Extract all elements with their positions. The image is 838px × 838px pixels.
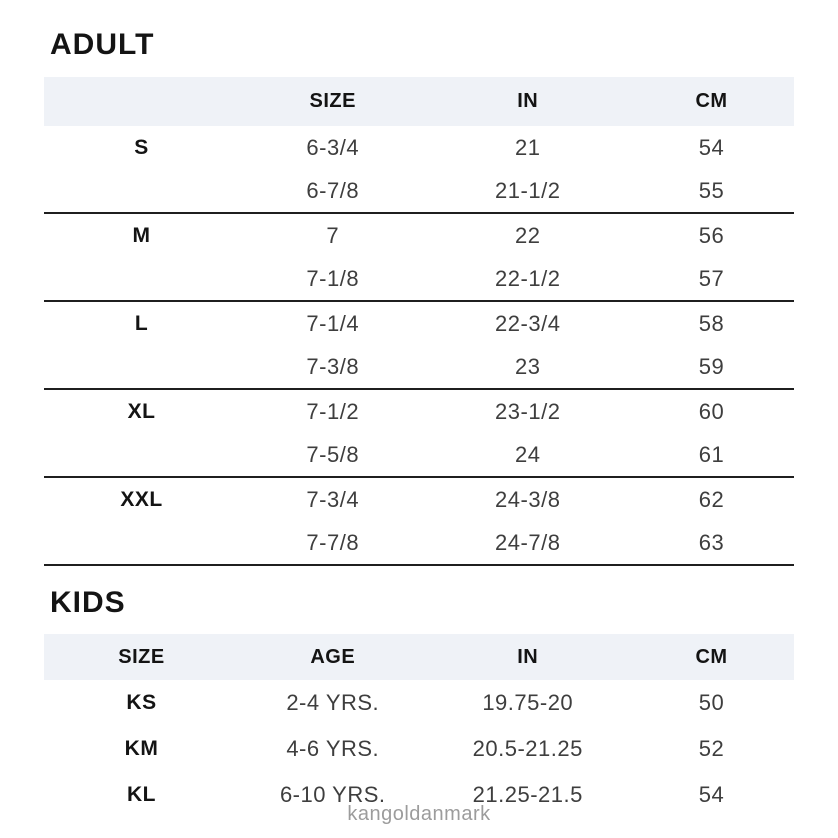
- size-label: KS: [126, 691, 157, 714]
- cm-value: 61: [698, 441, 725, 467]
- in-value: 22: [515, 222, 541, 248]
- table-row: [44, 345, 794, 388]
- age-value: 2-4 YRS.: [286, 690, 380, 715]
- kids-col-header-age: AGE: [310, 645, 356, 668]
- in-value: 21-1/2: [495, 177, 561, 203]
- cm-value: 58: [698, 310, 725, 336]
- table-row: [44, 257, 794, 300]
- in-value: 24-7/8: [495, 529, 561, 555]
- watermark-text: kangoldanmark: [347, 803, 491, 825]
- size-value: 7-1/2: [306, 398, 360, 424]
- adult-col-header-size: SIZE: [309, 90, 356, 112]
- size-value: 7-5/8: [306, 441, 360, 467]
- kids-table-header-row: [44, 634, 794, 680]
- table-row: [44, 726, 794, 772]
- cm-value: 55: [698, 177, 725, 203]
- age-value: 4-6 YRS.: [286, 736, 380, 761]
- kids-section-title: KIDS: [50, 586, 126, 619]
- table-row: [44, 521, 794, 564]
- in-value: 21: [515, 134, 541, 160]
- kids-size-table: [44, 634, 794, 818]
- adult-group-m: [44, 214, 794, 302]
- adult-group-xl: [44, 390, 794, 478]
- in-value: 22-3/4: [495, 310, 561, 336]
- kids-col-header-cm: CM: [695, 645, 728, 668]
- kids-col-header-size: SIZE: [118, 645, 165, 668]
- in-value: 23-1/2: [495, 398, 561, 424]
- size-value: 7-3/8: [306, 353, 360, 379]
- size-label: XL: [127, 399, 156, 423]
- in-value: 22-1/2: [495, 265, 561, 291]
- adult-col-header-in: IN: [517, 90, 539, 112]
- adult-section-title: ADULT: [50, 28, 155, 61]
- adult-table-header-row: [44, 77, 794, 126]
- adult-group-xxl: [44, 478, 794, 566]
- size-label: M: [132, 223, 151, 247]
- size-label: XXL: [120, 487, 163, 511]
- size-value: 7-1/8: [306, 265, 360, 291]
- cm-value: 54: [698, 782, 725, 807]
- size-label: S: [134, 135, 149, 159]
- in-value: 21.25-21.5: [472, 782, 583, 807]
- table-row: [44, 478, 794, 521]
- cm-value: 60: [698, 398, 725, 424]
- size-value: 6-7/8: [306, 177, 360, 203]
- size-label: KL: [127, 783, 156, 806]
- size-label: KM: [124, 737, 159, 760]
- size-value: 7-1/4: [306, 310, 360, 336]
- cm-value: 63: [698, 529, 725, 555]
- cm-value: 62: [698, 486, 725, 512]
- cm-value: 52: [698, 736, 725, 761]
- table-row: [44, 433, 794, 476]
- table-row: [44, 680, 794, 726]
- size-label: L: [134, 311, 149, 335]
- adult-col-header-cm: CM: [695, 90, 728, 112]
- size-value: 7-3/4: [306, 486, 360, 512]
- kids-col-header-in: IN: [517, 645, 539, 668]
- adult-size-table: [44, 77, 794, 566]
- in-value: 20.5-21.25: [472, 736, 583, 761]
- size-value: 7: [326, 222, 340, 248]
- adult-group-s: [44, 126, 794, 214]
- size-value: 6-3/4: [306, 134, 360, 160]
- adult-group-l: [44, 302, 794, 390]
- table-row: [44, 214, 794, 257]
- table-row: [44, 126, 794, 169]
- cm-value: 50: [698, 690, 725, 715]
- in-value: 24-3/8: [495, 486, 561, 512]
- age-value: 6-10 YRS.: [279, 782, 386, 807]
- size-value: 7-7/8: [306, 529, 360, 555]
- in-value: 23: [515, 353, 541, 379]
- table-row: [44, 302, 794, 345]
- in-value: 19.75-20: [482, 690, 574, 715]
- table-row: [44, 169, 794, 212]
- cm-value: 54: [698, 134, 725, 160]
- cm-value: 56: [698, 222, 725, 248]
- cm-value: 57: [698, 265, 725, 291]
- in-value: 24: [515, 441, 541, 467]
- cm-value: 59: [698, 353, 725, 379]
- table-row: [44, 390, 794, 433]
